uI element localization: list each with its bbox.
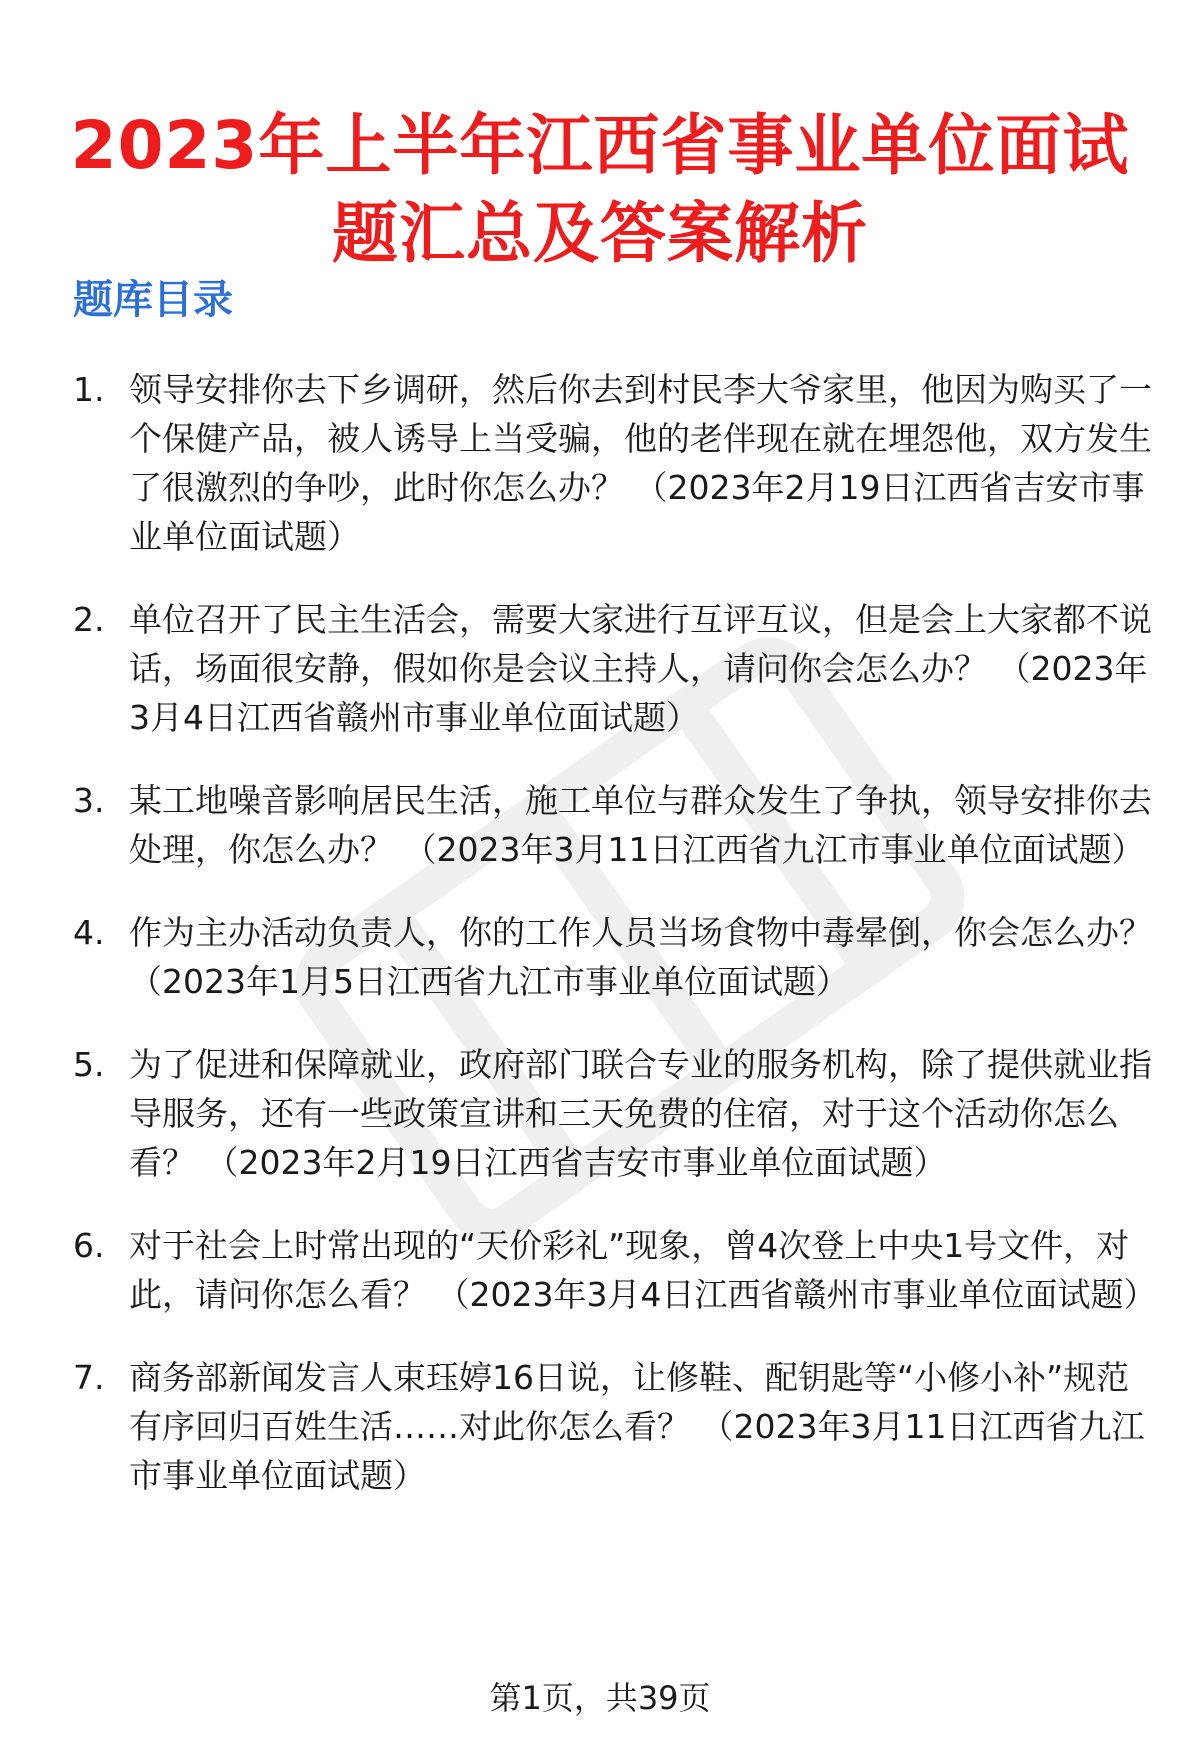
page-title-line-1: 2023年上半年江西省事业单位面试 (70, 107, 1130, 185)
page-title (70, 102, 1130, 278)
question-text: 领导安排你去下乡调研，然后你去到村民李大爷家里，他因为购买了一个保健产品，被人诱导上当受骗，他的老伴现在就在埋怨他，双方发生了很激烈的争吵，此时你怎么办？ （2023年2月19日江西省吉安市事业单位面试题） (129, 370, 1152, 556)
question-text: 作为主办活动负责人，你的工作人员当场食物中毒晕倒，你会怎么办？ （2023年1月5日江西省九江市事业单位面试题） (129, 913, 1152, 1001)
question-number: 7. (73, 1358, 105, 1397)
question-text: 对于社会上时常出现的“天价彩礼”现象，曾4次登上中央1号文件，对此，请问你怎么看？ （2023年3月4日江西省赣州市事业单位面试题） (129, 1226, 1157, 1314)
list-item (73, 776, 1153, 874)
question-text: 单位召开了民主生活会，需要大家进行互评互议，但是会上大家都不说话，场面很安静，假如你是会议主持人，请问你会怎么办？ （2023年3月4日江西省赣州市事业单位面试题） (129, 600, 1152, 737)
question-number: 2. (73, 600, 105, 639)
page-footer: 第1页，共39页 (489, 1679, 711, 1717)
list-item (73, 595, 1153, 742)
question-list (73, 365, 1157, 1534)
list-item (73, 1040, 1153, 1187)
toc-heading: 题库目录 (73, 277, 233, 323)
question-text: 商务部新闻发言人束珏婷16日说，让修鞋、配钥匙等“小修小补”规范有序回归百姓生活……对此你怎么看？ （2023年3月11日江西省九江市事业单位面试题） (129, 1358, 1145, 1495)
question-number: 4. (73, 913, 105, 952)
list-item (73, 1353, 1153, 1500)
question-number: 3. (73, 781, 105, 820)
question-number: 6. (73, 1226, 105, 1265)
question-text: 为了促进和保障就业，政府部门联合专业的服务机构，除了提供就业指导服务，还有一些政策宣讲和三天免费的住宿，对于这个活动你怎么看？ （2023年2月19日江西省吉安市事业单位面试题） (129, 1045, 1152, 1182)
page-title-line-2: 题汇总及答案解析 (332, 195, 868, 273)
list-item (73, 1221, 1157, 1319)
question-number: 1. (73, 370, 105, 409)
list-item (73, 908, 1153, 1006)
question-number: 5. (73, 1045, 105, 1084)
question-text: 某工地噪音影响居民生活，施工单位与群众发生了争执，领导安排你去处理，你怎么办？ （2023年3月11日江西省九江市事业单位面试题） (129, 781, 1152, 869)
list-item (73, 365, 1153, 561)
